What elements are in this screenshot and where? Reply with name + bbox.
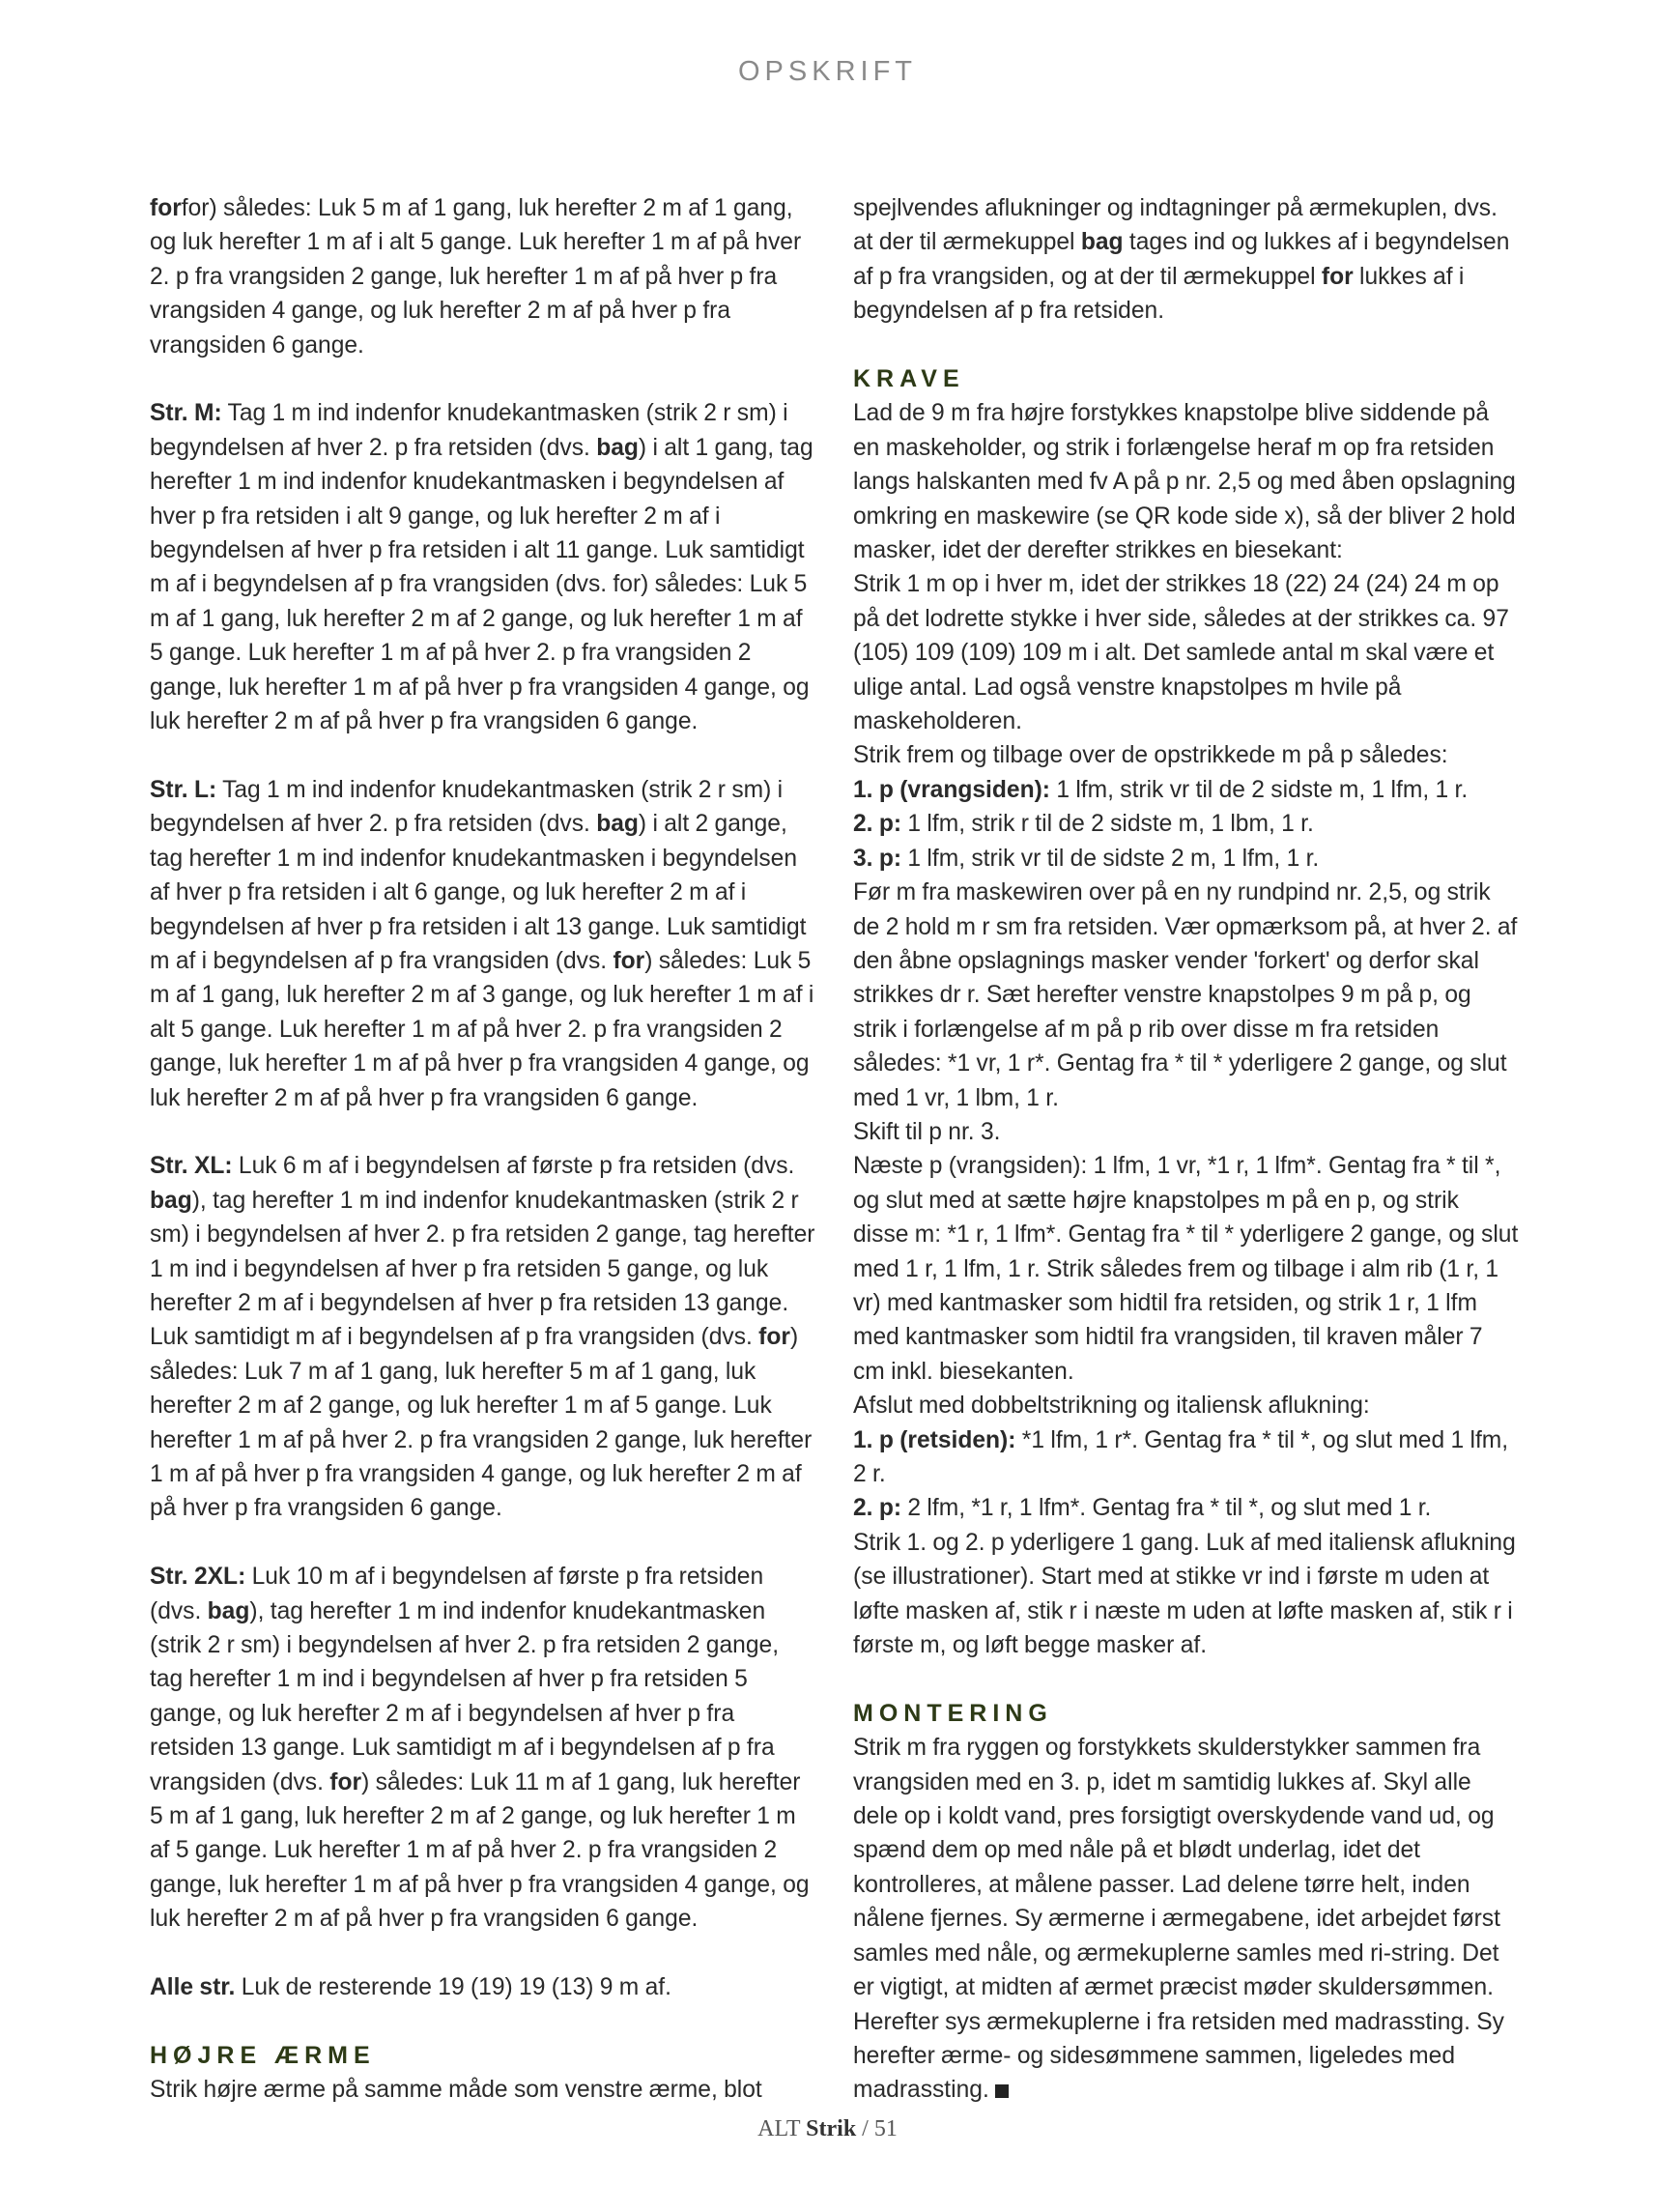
collar-text-2: Strik 1 m op i hver m, idet der strikkes 18 (22) 24 (24) 24 m op på det lodrette stykke i hver side, således at der strikkes ca. 97 (105) 109 (109) 109 m i alt. Det samlede antal m skal være et ulige antal. Lad også venstre knapstolpes m hvile på maskeholderen. — [853, 571, 1509, 735]
inline-bold: for — [758, 1324, 790, 1351]
row-text: 2 lfm, *1 r, 1 lfm*. Gentag fra * til *, og slut med 1 r. — [901, 1495, 1432, 1522]
paragraph-sleeve-cont — [853, 191, 1520, 329]
size-label-all: Alle str. — [150, 1974, 236, 2001]
size-label-2xl: Str. 2XL: — [150, 1564, 246, 1591]
collar-text-3: Strik frem og tilbage over de opstrikkede m på p således: — [853, 742, 1448, 769]
collar-text-6: Næste p (vrangsiden): 1 lfm, 1 vr, *1 r, 1 lfm*. Gentag fra * til *, og slut med at sætte højre knapstolpes m på en p, og strik disse m: *1 r, 1 lfm*. Gentag fra * til * yderligere 2 gange, og slut med 1 r, 1 lfm, 1 r. Strik således frem og tilbage i alm rib (1 r, 1 vr) med kantmasker som hidtil fra retsiden, og strik 1 r, 1 lfm med kantmasker som hidtil fra vrangsiden, til kraven måler 7 cm inkl. biesekanten. — [853, 1153, 1519, 1385]
paragraph-text: Tag 1 m ind indenfor knudekantmasken (strik 2 r sm) i begyndelsen af hver 2. p fra retsiden (dvs. — [150, 776, 784, 838]
inline-bold: for — [329, 1768, 362, 1795]
collar-text-4: Før m fra maskewiren over på en ny rundpind nr. 2,5, og strik de 2 hold m r sm fra retsiden. Vær opmærksom på, at hver 2. af den åbne opslagnings masker vender 'forkert' og derfor skal strikkes dr r. Sæt herefter venstre knapstolpes 9 m på p, og strik i forlængelse af m på p rib over disse m fra retsiden således: *1 vr, 1 r*. Gentag fra * til * yderligere 2 gange, og slut med 1 vr, 1 lbm, 1 r. — [853, 879, 1518, 1111]
paragraph-text: Luk 6 m af i begyndelsen af første p fra retsiden (dvs. — [232, 1153, 795, 1180]
page-number: 51 — [873, 2116, 898, 2141]
paragraph-right-sleeve: Strik højre ærme på samme måde som venstre ærme, blot — [150, 2077, 762, 2104]
footer-brand-alt: ALT — [757, 2116, 807, 2141]
paragraph-text: spejlvendes aflukninger og indtagninger på ærmekuplen, dvs. at der til ærmekuppel — [853, 195, 1498, 256]
heading-right-sleeve: HØJRE ÆRME — [150, 2041, 376, 2069]
paragraph-all-sizes — [150, 1970, 816, 2004]
left-column — [150, 191, 816, 2108]
paragraph-text: tages ind og lukkes af i begyndelsen af p fra vrangsiden, og at der til ærmekuppel — [853, 229, 1510, 290]
row-text: 1 lfm, strik vr til de sidste 2 m, 1 lfm, 1 r. — [901, 845, 1320, 872]
footer-separator: / — [856, 2116, 874, 2141]
paragraph-text: Luk de resterende 19 (19) 19 (13) 9 m af. — [235, 1974, 671, 2001]
paragraph-text: ) således: Luk 11 m af 1 gang, luk herefter 5 m af 1 gang, luk herefter 2 m af 2 gange, og luk herefter 1 m af 5 gange. Luk herefter 1 m af på hver 2. p fra vrangsiden 2 gange, luk herefter 1 m af på hver p fra vrangsiden 4 gange, og luk herefter 2 m af på hver p fra vrangsiden 6 gange. — [150, 1768, 810, 1933]
paragraph-intro — [150, 191, 816, 362]
bindoff-row-2 — [853, 1491, 1520, 1525]
bindoff-row-1 — [853, 1423, 1520, 1492]
row-label: 2. p: — [853, 811, 902, 838]
row-label: 3. p: — [853, 845, 902, 872]
inline-bold: bag — [1080, 229, 1124, 256]
row-text: 1 lfm, strik r til de 2 sidste m, 1 lbm, 1 r. — [901, 811, 1314, 838]
collar-text-7: Afslut med dobbeltstrikning og italiensk aflukning: — [853, 1393, 1370, 1420]
inline-bold: bag — [596, 811, 639, 838]
inline-bold: bag — [596, 434, 639, 461]
collar-row-3 — [853, 842, 1520, 876]
paragraph-text: ), tag herefter 1 m ind indenfor knudekantmasken (strik 2 r sm) i begyndelsen af hver 2. p fra retsiden 2 gange, tag herefter 1 m ind i begyndelsen af hver p fra retsiden 5 gange, og luk herefter 2 m af i begyndelsen af hver p fra retsiden 13 gange. Luk samtidigt m af i begyndelsen af p fra vrangsiden (dvs. — [150, 1597, 780, 1795]
collar-row-2 — [853, 807, 1520, 841]
paragraph-text: Tag 1 m ind indenfor knudekantmasken (strik 2 r sm) i begyndelsen af hver 2. p fra retsiden (dvs. — [150, 400, 788, 461]
paragraph-size-m — [150, 396, 816, 738]
paragraph-size-2xl — [150, 1560, 816, 1936]
row-label: 2. p: — [853, 1495, 902, 1522]
collar-text-1: Lad de 9 m fra højre forstykkes knapstolpe blive siddende på en maskeholder, og strik i forlængelse heraf m op fra retsiden langs halskanten med fv A på p nr. 2,5 og med åben opslagning omkring en maskewire (se QR kode side x), så der bliver 2 hold masker, idet der derefter strikkes en biesekant: — [853, 400, 1516, 564]
paragraph-size-xl — [150, 1149, 816, 1525]
inline-bold: bag — [150, 1187, 192, 1214]
page-footer — [0, 2116, 1655, 2142]
paragraph-text: ) i alt 2 gange, tag herefter 1 m ind indenfor knudekantmasken i begyndelsen af hver p fra retsiden i alt 6 gange, og luk herefter 2 m af i begyndelsen af hver p fra retsiden i alt 13 gange. Luk samtidigt m af i begyndelsen af p fra vrangsiden (dvs. — [150, 811, 807, 974]
assembly-text — [853, 1731, 1520, 2107]
paragraph-text: Strik m fra ryggen og forstykkets skulderstykker sammen fra vrangsiden med en 3. p, idet m samtidig lukkes af. Skyl alle dele op i koldt vand, pres forsigtigt overskydende vand ud, og spænd dem op med nåle på et blødt underlag, idet det kontrolleres, at målene passer. Lad delene tørre helt, inden nålene fjernes. Sy ærmerne i ærmegabene, idet arbejdet først samles med nåle, og ærmekuplerne samles med ri-string. Det er vigtigt, at midten af ærmet præcist møder skuldersømmen. Herefter sys ærmekuplerne i fra retsiden med madrassting. Sy herefter ærme- og sidesømmene sammen, ligeledes med madrassting. — [853, 1735, 1504, 2104]
collar-row-1 — [853, 773, 1520, 807]
row-label: 1. p (vrangsiden): — [853, 776, 1050, 803]
end-mark-icon — [995, 2084, 1009, 2098]
paragraph-text: ), tag herefter 1 m ind indenfor knudekantmasken (strik 2 r sm) i begyndelsen af hver 2. p fra retsiden 2 gange, tag herefter 1 m ind i begyndelsen af hver p fra retsiden 5 gange, og luk herefter 2 m af i begyndelsen af hver p fra retsiden 13 gange. Luk samtidigt m af i begyndelsen af p fra vrangsiden (dvs. — [150, 1187, 815, 1351]
right-column — [853, 191, 1520, 2108]
row-text: 1 lfm, strik vr til de 2 sidste m, 1 lfm, 1 r. — [1049, 776, 1469, 803]
size-label-l: Str. L: — [150, 776, 217, 803]
paragraph-text: ) i alt 1 gang, tag herefter 1 m ind indenfor knudekantmasken i begyndelsen af hver p fra retsiden i alt 9 gange, og luk herefter 2 m af i begyndelsen af hver p fra retsiden i alt 11 gange. Luk samtidigt m af i begyndelsen af p fra vrangsiden (dvs. for) således: Luk 5 m af 1 gang, luk herefter 2 m af 2 gange, og luk herefter 1 m af 5 gange. Luk herefter 1 m af på hver 2. p fra vrangsiden 2 gange, luk herefter 1 m af på hver p fra vrangsiden 4 gange, og luk herefter 2 m af på hver p fra vrangsiden 6 gange. — [150, 434, 813, 735]
paragraph-text: ) således: Luk 7 m af 1 gang, luk herefter 5 m af 1 gang, luk herefter 2 m af 2 gange, og luk herefter 1 m af 5 gange. Luk herefter 1 m af på hver 2. p fra vrangsiden 2 gange, luk herefter 1 m af på hver p fra vrangsiden 4 gange, og luk herefter 2 m af på hver p fra vrangsiden 6 gange. — [150, 1324, 813, 1522]
heading-assembly: MONTERING — [853, 1699, 1053, 1727]
inline-bold: for — [150, 195, 182, 221]
paragraph-text: ) således: Luk 5 m af 1 gang, luk herefter 2 m af 3 gange, og luk herefter 1 m af i alt 5 gange. Luk herefter 1 m af på hver 2. p fra vrangsiden 2 gange, luk herefter 1 m af på hver p fra vrangsiden 4 gange, og luk herefter 2 m af på hver p fra vrangsiden 6 gange. — [150, 947, 814, 1111]
paragraph-text: lukkes af i begyndelsen af p fra retsiden. — [853, 263, 1465, 325]
collar-text-8: Strik 1. og 2. p yderligere 1 gang. Luk af med italiensk aflukning (se illustrationer). Start med at stikke vr ind i første m uden at løfte masken af, stik r i næste m uden at løfte masken af, stik r i første m, og løft begge masker af. — [853, 1529, 1516, 1659]
inline-bold: for — [1321, 263, 1354, 290]
section-header: OPSKRIFT — [737, 56, 917, 87]
paragraph-text: Luk 10 m af i begyndelsen af første p fra retsiden (dvs. — [150, 1564, 764, 1624]
collar-text-5: Skift til p nr. 3. — [853, 1118, 1001, 1145]
row-label: 1. p (retsiden): — [853, 1426, 1016, 1453]
footer-brand-strik: Strik — [806, 2116, 857, 2141]
heading-collar: KRAVE — [853, 365, 965, 393]
paragraph-text: for) således: Luk 5 m af 1 gang, luk herefter 2 m af 1 gang, og luk herefter 1 m af i alt 5 gange. Luk herefter 1 m af på hver 2. p fra vrangsiden 2 gange, luk herefter 1 m af på hver p fra vrangsiden 4 gange, og luk herefter 2 m af på hver p fra vrangsiden 6 gange. — [150, 195, 802, 359]
paragraph-size-l — [150, 773, 816, 1115]
size-label-xl: Str. XL: — [150, 1153, 233, 1180]
inline-bold: for — [613, 947, 645, 974]
row-text: *1 lfm, 1 r*. Gentag fra * til *, og slut med 1 lfm, 2 r. — [853, 1426, 1509, 1488]
size-label-m: Str. M: — [150, 400, 222, 427]
inline-bold: bag — [207, 1597, 250, 1624]
